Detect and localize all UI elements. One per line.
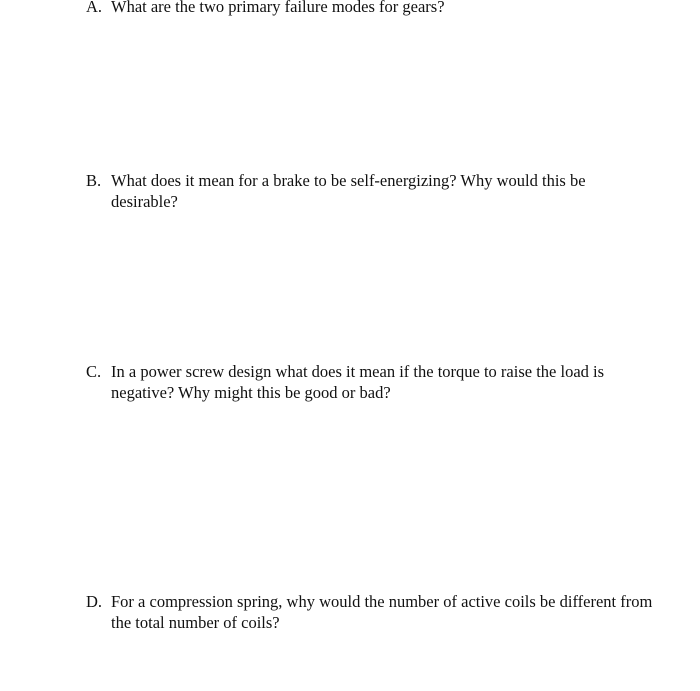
- question-b-line-2: desirable?: [111, 192, 178, 211]
- question-c: [86, 361, 676, 403]
- question-d-letter: D.: [86, 592, 103, 611]
- question-b-line-1: What does it mean for a brake to be self-energizing? Why would this be: [111, 171, 586, 190]
- question-d-line-1: For a compression spring, why would the number of active coils be different from: [111, 592, 653, 611]
- question-d-line-2: the total number of coils?: [111, 613, 280, 632]
- question-a-text: [111, 0, 676, 17]
- question-d: [86, 591, 676, 633]
- question-d-text: [111, 591, 676, 633]
- question-a-line-1: What are the two primary failure modes for gears?: [111, 0, 445, 16]
- question-a-letter: A.: [86, 0, 103, 16]
- question-c-letter: C.: [86, 362, 102, 381]
- question-a: [86, 0, 676, 17]
- question-c-line-2: negative? Why might this be good or bad?: [111, 383, 391, 402]
- question-b-letter: B.: [86, 171, 102, 190]
- question-c-text: [111, 361, 676, 403]
- question-b: [86, 170, 676, 212]
- question-b-text: [111, 170, 676, 212]
- question-c-line-1: In a power screw design what does it mean if the torque to raise the load is: [111, 362, 605, 381]
